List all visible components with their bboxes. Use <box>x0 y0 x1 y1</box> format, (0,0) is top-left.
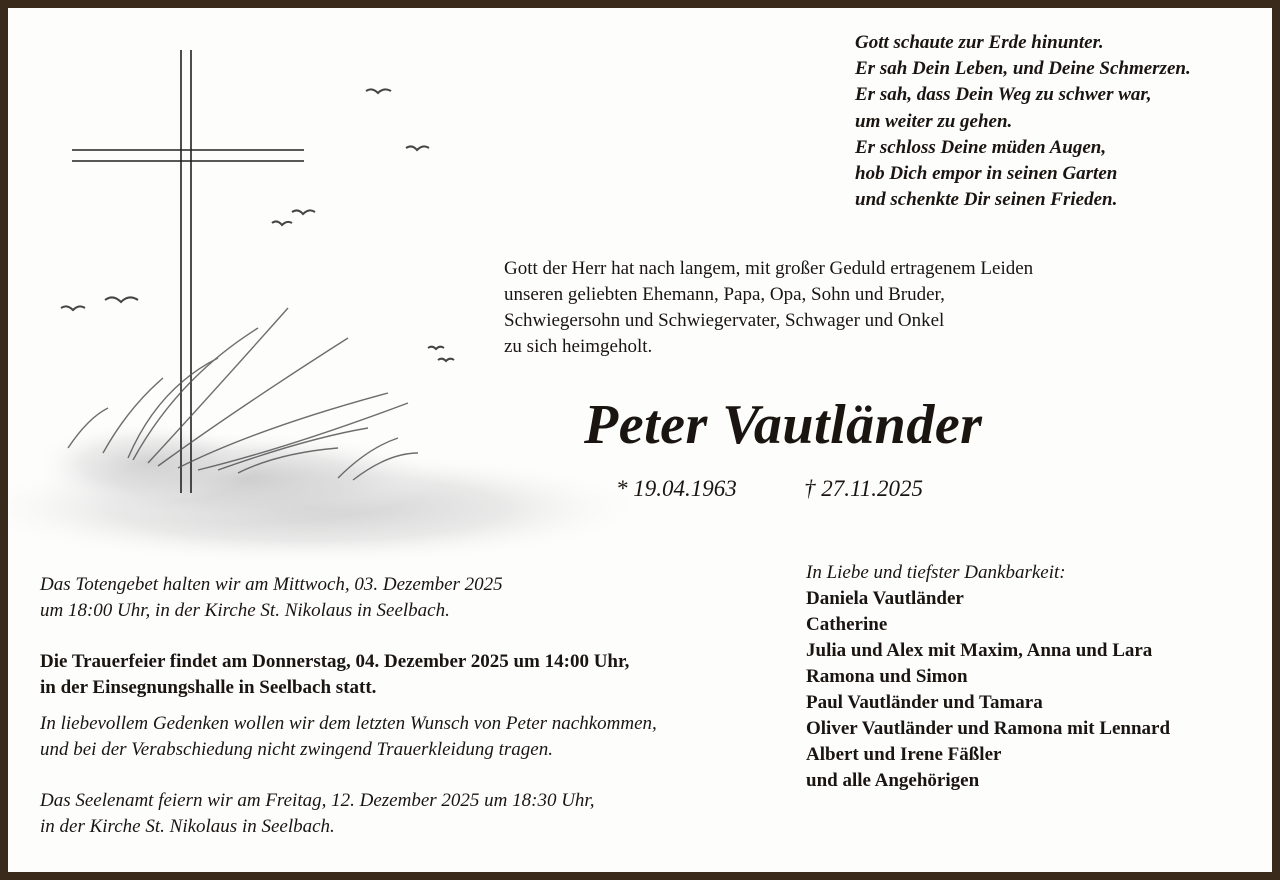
birth-date: * 19.04.1963 <box>616 476 737 501</box>
family-member: Albert und Irene Fäßler <box>806 744 1002 765</box>
notice-line: In liebevollem Gedenken wollen wir dem letzten Wunsch von Peter nachkommen, <box>40 713 657 734</box>
notice-line: Das Totengebet halten wir am Mittwoch, 03. Dezember 2025 <box>40 574 503 595</box>
intro-line: Schwiegersohn und Schwiegervater, Schwager und Onkel <box>504 310 945 331</box>
notice-line: Die Trauerfeier findet am Donnerstag, 04. Dezember 2025 um 14:00 Uhr, <box>40 651 630 672</box>
wunsch-notice <box>40 711 657 763</box>
death-date: † 27.11.2025 <box>804 476 924 501</box>
seelenamt-notice <box>40 788 594 840</box>
intro-line: zu sich heimgeholt. <box>504 336 653 357</box>
intro-line: unseren geliebten Ehemann, Papa, Opa, Sohn und Bruder, <box>504 284 945 305</box>
poem-line: Er sah Dein Leben, und Deine Schmerzen. <box>855 58 1191 80</box>
obituary-card <box>8 8 1272 872</box>
notice-line: um 18:00 Uhr, in der Kirche St. Nikolaus in Seelbach. <box>40 600 450 621</box>
family-member: Ramona und Simon <box>806 666 968 687</box>
bird-icons <box>61 89 454 361</box>
poem <box>855 30 1191 213</box>
intro-text <box>504 256 1033 360</box>
poem-line: Gott schaute zur Erde hinunter. <box>855 32 1104 53</box>
notice-line: und bei der Verabschiedung nicht zwingend Trauerkleidung tragen. <box>40 739 553 760</box>
family-member: und alle Angehörigen <box>806 770 980 791</box>
notice-line: Das Seelenamt feiern wir am Freitag, 12. Dezember 2025 um 18:30 Uhr, <box>40 790 595 811</box>
deceased-name: Peter Vautländer <box>584 394 983 456</box>
family-member: Daniela Vautländer <box>806 588 964 609</box>
intro-line: Gott der Herr hat nach langem, mit großer Geduld ertragenem Leiden <box>504 258 1034 279</box>
notice-line: in der Kirche St. Nikolaus in Seelbach. <box>40 816 335 837</box>
poem-line: um weiter zu gehen. <box>855 110 1013 132</box>
trauerfeier-notice <box>40 649 629 701</box>
poem-line: Er sah, dass Dein Weg zu schwer war, <box>855 84 1152 106</box>
family-member: Paul Vautländer und Tamara <box>806 692 1043 713</box>
poem-line: hob Dich empor in seinen Garten <box>855 163 1118 185</box>
family-lead: In Liebe und tiefster Dankbarkeit: <box>806 562 1066 583</box>
poem-line: und schenkte Dir seinen Frieden. <box>855 189 1118 211</box>
notice-line: in der Einsegnungshalle in Seelbach statt. <box>40 677 377 698</box>
totengebet-notice <box>40 572 503 624</box>
family-member: Oliver Vautländer und Ramona mit Lennard <box>806 718 1171 739</box>
family-member: Julia und Alex mit Maxim, Anna und Lara <box>806 640 1153 661</box>
family-list <box>806 560 1170 794</box>
family-member: Catherine <box>806 614 888 635</box>
poem-line: Er schloss Deine müden Augen, <box>855 136 1107 158</box>
